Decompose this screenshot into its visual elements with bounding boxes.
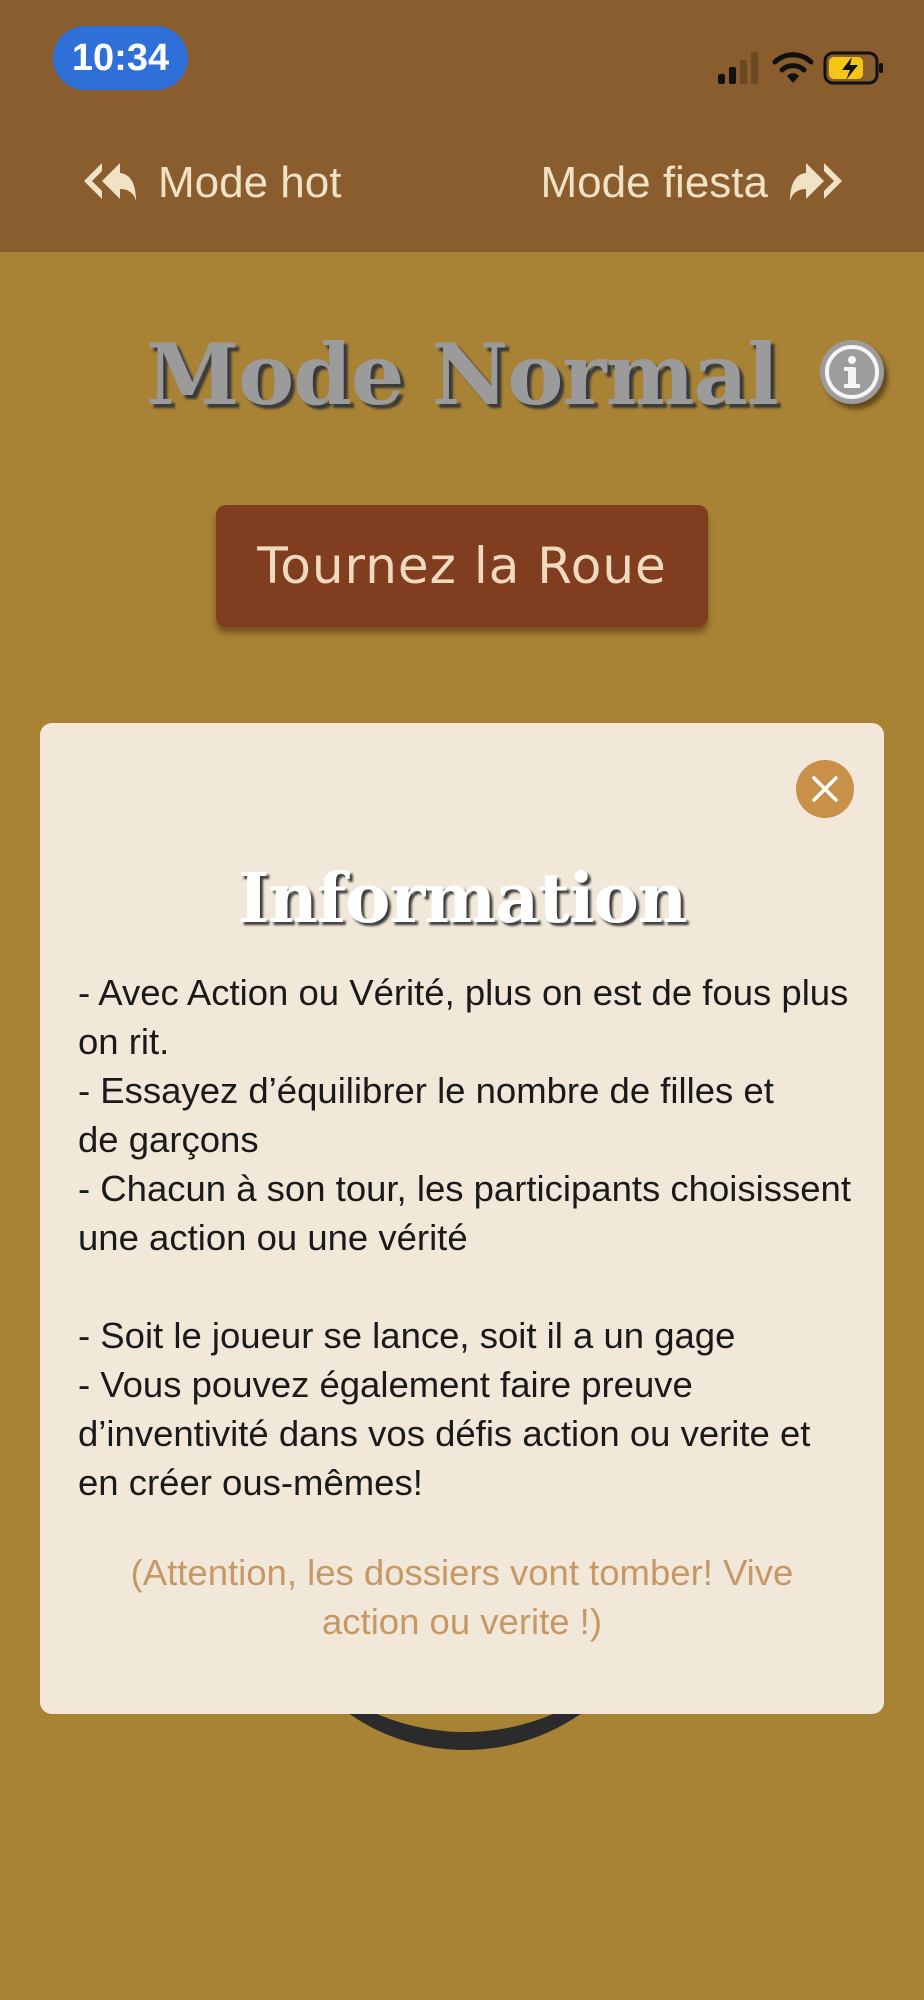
modal-note: (Attention, les dossiers vont tomber! Vive action ou verite !) (130, 1552, 794, 1642)
modal-line: - Essayez d’équilibrer le nombre de filles et (78, 1070, 774, 1111)
modal-line: - Chacun à son tour, les participants choisissent une action ou une vérité (78, 1168, 851, 1258)
wifi-icon (775, 55, 811, 83)
modal-spacer (78, 1262, 858, 1311)
modal-line: de garçons (78, 1119, 259, 1160)
battery-icon (825, 53, 883, 83)
status-icons (718, 48, 888, 88)
info-button[interactable] (820, 340, 884, 404)
modal-line: - Soit le joueur se lance, soit il a un gage (78, 1315, 736, 1356)
reply-all-icon (82, 161, 138, 205)
modal-body (78, 968, 858, 1507)
close-button[interactable] (796, 760, 854, 818)
info-modal (40, 723, 884, 1714)
spin-wheel-button[interactable]: Tournez la Roue (216, 505, 708, 627)
modal-line: - Avec Action ou Vérité, plus on est de fous plus on rit. (78, 972, 849, 1062)
close-icon (810, 774, 840, 804)
forward-all-icon (788, 161, 844, 205)
mode-hot-label: Mode hot (158, 158, 342, 207)
modal-title: Information (237, 859, 687, 939)
status-time: 10:34 (53, 26, 188, 90)
mode-hot-link[interactable] (82, 155, 341, 211)
mode-fiesta-label: Mode fiesta (540, 158, 768, 207)
signal-icon (718, 52, 758, 84)
top-bar (0, 0, 924, 252)
mode-fiesta-link[interactable] (541, 155, 844, 211)
page-title: Mode Normal (146, 325, 778, 424)
modal-line: - Vous pouvez également faire preuve d’inventivité dans vos défis action ou verite et en créer ous-mêmes! (78, 1364, 811, 1503)
info-icon (823, 343, 881, 401)
